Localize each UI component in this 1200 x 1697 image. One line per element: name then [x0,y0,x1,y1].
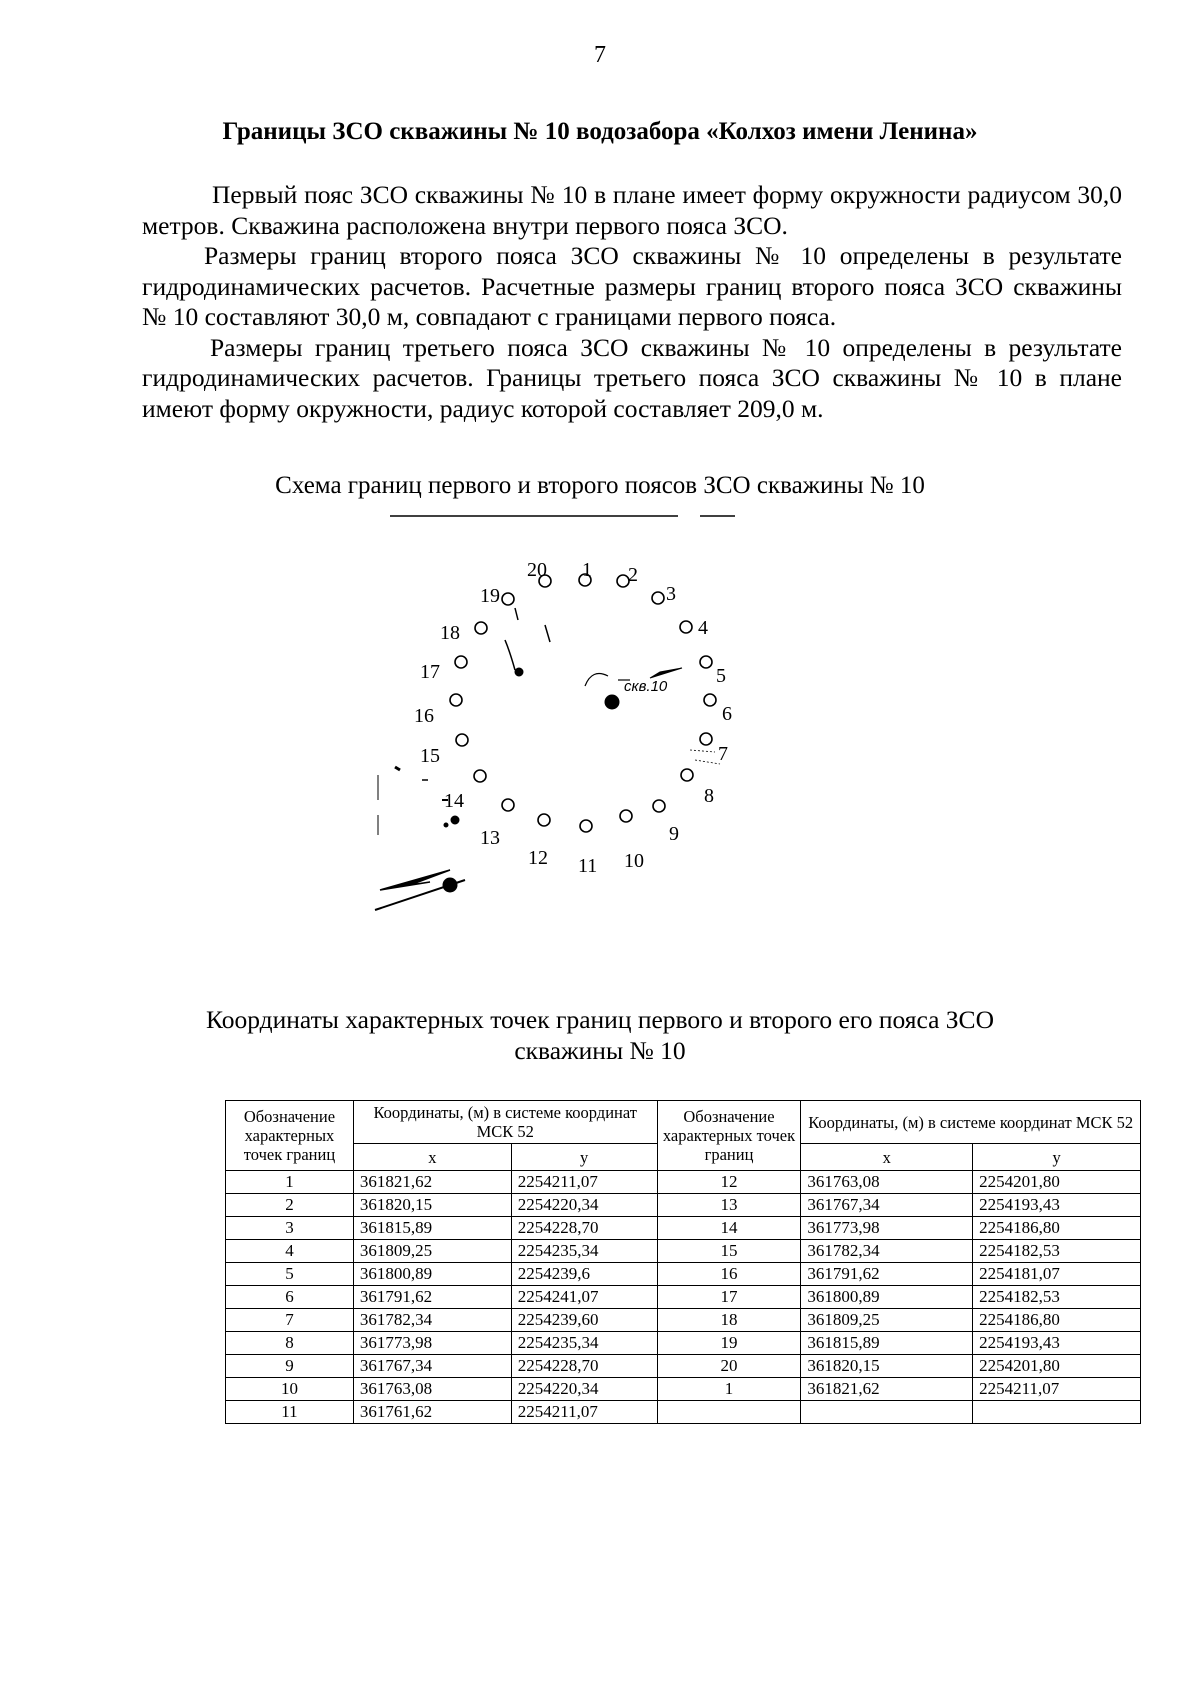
point-id: 10 [226,1378,354,1401]
boundary-point-marker [474,770,486,782]
x-value: 361815,89 [801,1332,973,1355]
table-row [226,1286,1141,1309]
table-row [226,1332,1141,1355]
point-id: 6 [226,1286,354,1309]
x-value: 361821,62 [801,1378,973,1401]
boundary-point-label: 9 [669,823,679,845]
table-row [226,1355,1141,1378]
y-value: 2254182,53 [973,1240,1141,1263]
paragraph-second-belt: Размеры границ второго пояса ЗСО скважины № 10 определены в результате гидродинамических расчетов. Расчетные размеры границ второго пояса ЗСО скважины № 10 составляют 30,0 м, совпадают с границами первого пояса. [142,241,1122,331]
boundary-points [414,560,732,877]
zso-scheme-diagram [370,560,870,980]
header-x: x [353,1144,511,1171]
table-row [226,1378,1141,1401]
x-value: 361773,98 [353,1332,511,1355]
y-value: 2254211,07 [511,1401,657,1424]
y-value: 2254239,6 [511,1263,657,1286]
point-id: 7 [226,1309,354,1332]
boundary-point-label: 13 [480,827,500,849]
point-id: 20 [657,1355,801,1378]
x-value: 361767,34 [353,1355,511,1378]
header-point-designation: Обозначение характерных точек границ [657,1101,801,1171]
point-id: 18 [657,1309,801,1332]
y-value: 2254186,80 [973,1217,1141,1240]
table-title: Координаты характерных точек границ первого и второго его пояса ЗСО скважины № 10 [206,1005,994,1065]
x-value: 361791,62 [801,1263,973,1286]
point-id: 11 [226,1401,354,1424]
point-id: 8 [226,1332,354,1355]
boundary-point-marker [620,810,632,822]
boundary-point-label: 6 [722,703,732,725]
point-id: 5 [226,1263,354,1286]
y-value: 2254235,34 [511,1332,657,1355]
point-id: 9 [226,1355,354,1378]
y-value: 2254211,07 [973,1378,1141,1401]
table-row [226,1171,1141,1194]
x-value [801,1401,973,1424]
boundary-point-marker [456,734,468,746]
y-value: 2254201,80 [973,1355,1141,1378]
x-value: 361800,89 [353,1263,511,1286]
y-value: 2254186,80 [973,1309,1141,1332]
x-value: 361815,89 [353,1217,511,1240]
boundary-point-label: 12 [528,847,548,869]
header-point-designation: Обозначение характерных точек границ [226,1101,354,1171]
boundary-point-label: 3 [666,583,676,605]
y-value: 2254228,70 [511,1355,657,1378]
x-value: 361763,08 [801,1171,973,1194]
y-value: 2254193,43 [973,1332,1141,1355]
y-value: 2254220,34 [511,1194,657,1217]
boundary-point-marker [502,593,514,605]
point-id: 12 [657,1171,801,1194]
point-id: 15 [657,1240,801,1263]
table-row [226,1309,1141,1332]
x-value: 361809,25 [801,1309,973,1332]
boundary-point-label: 4 [698,617,708,639]
boundary-point-label: 19 [480,585,500,607]
y-value: 2254211,07 [511,1171,657,1194]
point-id: 16 [657,1263,801,1286]
scheme-underline [0,506,1200,526]
y-value: 2254241,07 [511,1286,657,1309]
table-row [226,1217,1141,1240]
document-title: Границы ЗСО скважины № 10 водозабора «Колхоз имени Ленина» [222,118,978,145]
paragraph-third-belt: Размеры границ третьего пояса ЗСО скважины № 10 определены в результате гидродинамических расчетов. Границы третьего пояса ЗСО скважины № 10 в плане имеют форму окружности, радиус которой составляет 209,0 м. [142,332,1122,423]
y-value: 2254228,70 [511,1217,657,1240]
point-id: 19 [657,1332,801,1355]
boundary-point-marker [652,592,664,604]
y-value: 2254239,60 [511,1309,657,1332]
boundary-point-label: 7 [718,743,728,765]
x-value: 361763,08 [353,1378,511,1401]
x-value: 361773,98 [801,1217,973,1240]
boundary-point-label: 8 [704,785,714,807]
boundary-point-marker [450,694,462,706]
boundary-point-label: 10 [624,850,644,872]
point-id: 2 [226,1194,354,1217]
boundary-point-label: 20 [527,560,547,581]
boundary-point-label: 14 [444,790,464,812]
boundary-point-marker [580,820,592,832]
table-row [226,1401,1141,1424]
boundary-point-label: 5 [716,665,726,687]
point-id [657,1401,801,1424]
point-id: 3 [226,1217,354,1240]
point-id: 14 [657,1217,801,1240]
boundary-point-marker [704,694,716,706]
boundary-point-marker [475,622,487,634]
boundary-point-label: 16 [414,705,434,727]
header-coordinates: Координаты, (м) в системе координат МСК 52 [801,1101,1141,1144]
boundary-point-marker [538,814,550,826]
x-value: 361821,62 [353,1171,511,1194]
coordinates-table [225,1100,1141,1424]
y-value: 2254182,53 [973,1286,1141,1309]
well-marker [605,678,668,710]
table-row [226,1240,1141,1263]
y-value: 2254220,34 [511,1378,657,1401]
scheme-title: Схема границ первого и второго поясов ЗСО скважины № 10 [275,472,925,499]
x-value: 361791,62 [353,1286,511,1309]
x-value: 361782,34 [353,1309,511,1332]
header-x: x [801,1144,973,1171]
y-value: 2254201,80 [973,1171,1141,1194]
x-value: 361809,25 [353,1240,511,1263]
boundary-point-label: 15 [420,745,440,767]
boundary-point-marker [700,656,712,668]
y-value [973,1401,1141,1424]
x-value: 361782,34 [801,1240,973,1263]
boundary-point-label: 11 [578,855,598,877]
x-value: 361767,34 [801,1194,973,1217]
header-coordinates: Координаты, (м) в системе координат МСК 52 [353,1101,657,1144]
well-label: скв.10 [624,678,668,695]
boundary-point-label: 1 [582,560,592,581]
boundary-point-label: 17 [420,661,440,683]
header-y: y [973,1144,1141,1171]
boundary-point-marker [700,733,712,745]
boundary-point-marker [455,656,467,668]
y-value: 2254181,07 [973,1263,1141,1286]
boundary-point-marker [653,800,665,812]
x-value: 361820,15 [353,1194,511,1217]
boundary-point-label: 2 [628,564,638,586]
point-id: 1 [226,1171,354,1194]
point-id: 13 [657,1194,801,1217]
page-number: 7 [594,42,606,68]
boundary-point-marker [680,621,692,633]
boundary-point-label: 18 [440,622,460,644]
point-id: 17 [657,1286,801,1309]
x-value: 361800,89 [801,1286,973,1309]
boundary-point-marker [502,799,514,811]
y-value: 2254235,34 [511,1240,657,1263]
point-id: 4 [226,1240,354,1263]
header-y: y [511,1144,657,1171]
y-value: 2254193,43 [973,1194,1141,1217]
paragraph-first-belt: Первый пояс ЗСО скважины № 10 в плане имеет форму окружности радиусом 30,0 метров. Скважина расположена внутри первого пояса ЗСО. [142,180,1122,240]
body-text [142,180,1122,424]
x-value: 361820,15 [801,1355,973,1378]
x-value: 361761,62 [353,1401,511,1424]
table-row [226,1194,1141,1217]
table-row [226,1263,1141,1286]
point-id: 1 [657,1378,801,1401]
boundary-point-marker [681,769,693,781]
